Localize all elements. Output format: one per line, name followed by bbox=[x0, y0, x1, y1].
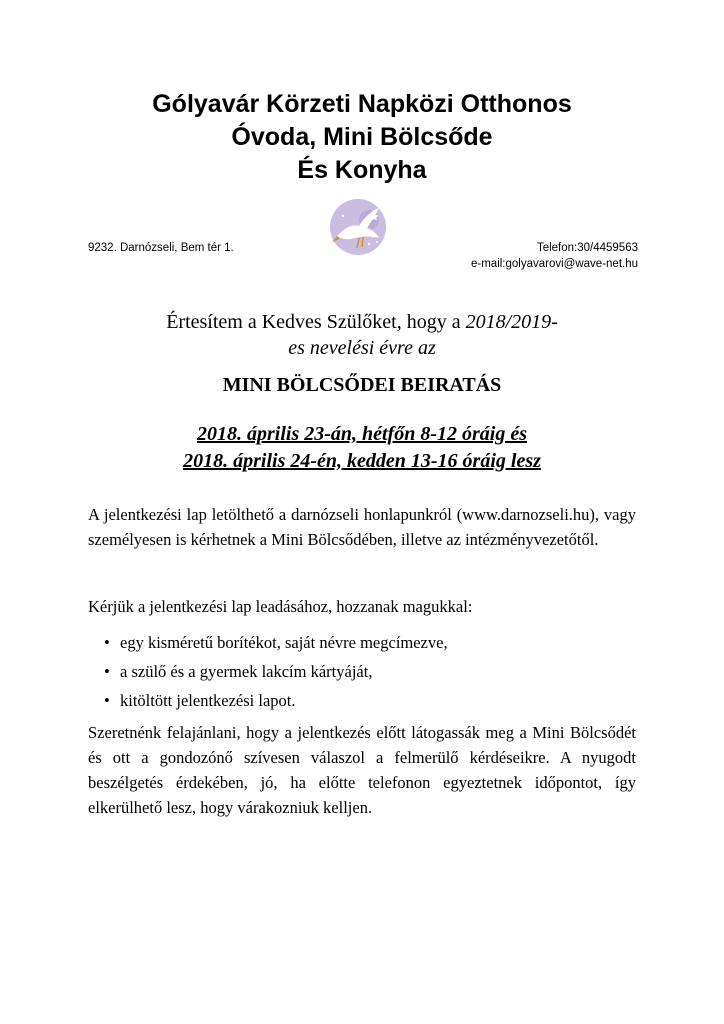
title-line-2: Óvoda, Mini Bölcsőde bbox=[231, 123, 493, 151]
intro-text bbox=[60, 309, 664, 361]
intro-year: 2018/2019- bbox=[465, 311, 558, 333]
address-text: 9232. Darnózseli, Bem tér 1. bbox=[88, 242, 234, 254]
bring-items-paragraph: Kérjük a jelentkezési lap leadásához, hozzanak magukkal: bbox=[88, 597, 473, 616]
list-item: • kitöltött jelentkezési lapot. bbox=[88, 686, 636, 715]
contact-info bbox=[471, 240, 638, 272]
stork-logo-icon bbox=[329, 198, 387, 256]
bullet-icon: • bbox=[104, 662, 110, 681]
enrollment-heading: MINI BÖLCSŐDEI BEIRATÁS bbox=[222, 374, 502, 396]
date-line-2: 2018. április 24-én, kedden 13-16 óráig lesz bbox=[183, 450, 541, 472]
organization-title bbox=[60, 88, 664, 187]
list-item: • a szülő és a gyermek lakcím kártyáját, bbox=[88, 657, 636, 686]
phone-text: Telefon:30/4459563 bbox=[536, 242, 638, 254]
list-item: • egy kisméretű borítékot, saját névre megcímezve, bbox=[88, 628, 636, 657]
date-line-1: 2018. április 23-án, hétfőn 8-12 óráig és bbox=[196, 423, 528, 445]
email-text: e-mail:golyavarovi@wave-net.hu bbox=[471, 258, 638, 270]
visit-paragraph: Szeretnénk felajánlani, hogy a jelentkezés előtt látogassák meg a Mini Bölcsődét és ott a gondozónő szívesen válaszol a felmerülő kérdéseikre. A nyugodt beszélgetés érdekében, jó, ha előtte telefonon egyeztetnek időpontot, így elkerülhető lesz, hogy várakozniuk kelljen. bbox=[88, 723, 636, 817]
intro-line-1: Értesítem a Kedves Szülőket, hogy a bbox=[166, 311, 466, 333]
download-paragraph: A jelentkezési lap letölthető a darnózseli honlapunkról (www.darnozseli.hu), vagy személyesen is kérhetnek a Mini Bölcsődében, illetve az intézményvezetőtől. bbox=[88, 505, 636, 549]
bullet-icon: • bbox=[104, 691, 110, 710]
title-line-3: És Konyha bbox=[297, 156, 427, 184]
title-line-1: Gólyavár Körzeti Napközi Otthonos bbox=[152, 90, 572, 118]
intro-line-2: es nevelési évre az bbox=[288, 337, 436, 359]
enrollment-dates bbox=[60, 421, 664, 475]
required-items-list bbox=[88, 628, 636, 715]
bullet-icon: • bbox=[104, 633, 110, 652]
